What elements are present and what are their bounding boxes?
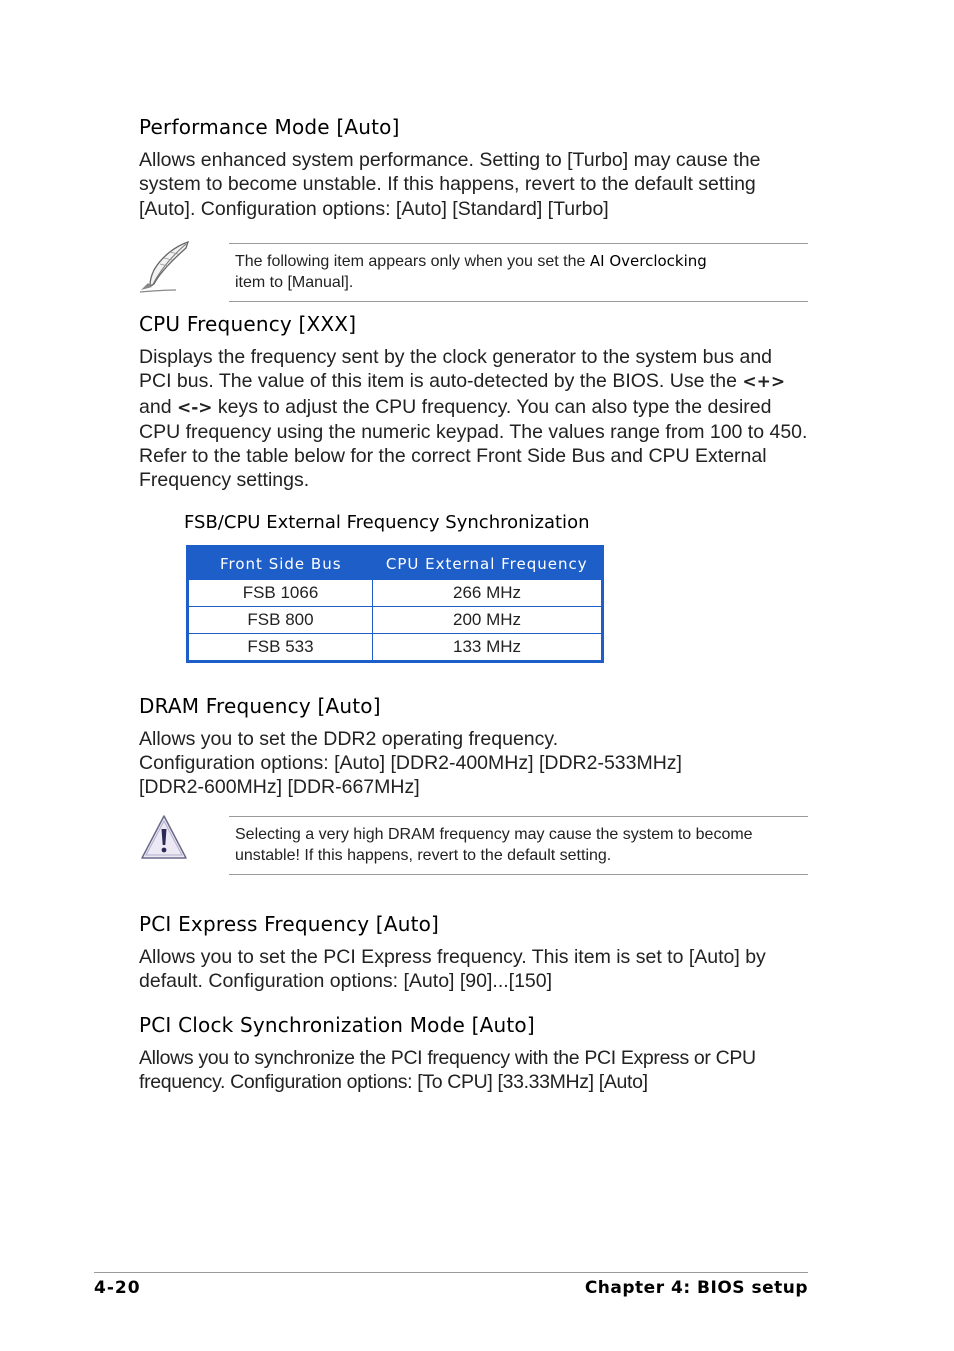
cpu-frequency-heading: CPU Frequency [XXX]	[139, 312, 357, 336]
note-text-before: The following item appears only when you set the	[235, 253, 590, 270]
fsb-table-title: FSB/CPU External Frequency Synchronization	[184, 512, 590, 533]
dram-frequency-line-2: Configuration options: [Auto] [DDR2-400MHz] [DDR2-533MHz] [DDR2-600MHz] [DDR-667MHz]	[139, 752, 682, 799]
overclocking-note	[229, 243, 808, 302]
dram-frequency-line-1: Allows you to set the DDR2 operating frequency.	[139, 728, 559, 750]
table-cell-fsb: FSB 1066	[188, 580, 373, 607]
chapter-label: Chapter 4: BIOS setup	[584, 1278, 808, 1298]
dram-frequency-heading: DRAM Frequency [Auto]	[139, 694, 381, 718]
cpu-frequency-text-3: keys to adjust the CPU frequency. You can also type the desired CPU frequency using the numeric keypad. The values range from 100 to 450. Refer to the table below for the correct Front Side Bus and CPU External Frequency settings.	[139, 395, 808, 492]
header-cpu-external-frequency: CPU External Frequency	[373, 547, 603, 580]
page-number: 4-20	[94, 1278, 141, 1298]
performance-mode-heading: Performance Mode [Auto]	[139, 115, 400, 139]
warning-text: Selecting a very high DRAM frequency may cause the system to become unstable! If this happens, revert to the default setting.	[235, 826, 753, 864]
feather-pen-icon	[138, 240, 194, 294]
pci-express-frequency-description: Allows you to set the PCI Express frequency. This item is set to [Auto] by default. Configuration options: [Auto] [90]...[150]	[139, 946, 766, 993]
note-text-after: item to [Manual].	[235, 274, 354, 291]
cpu-frequency-description	[139, 345, 809, 493]
cpu-frequency-text-2: and	[139, 395, 177, 418]
table-cell-cpu-freq: 133 MHz	[373, 634, 603, 662]
footer-divider	[94, 1272, 808, 1273]
cpu-frequency-text-1: Displays the frequency sent by the clock generator to the system bus and PCI bus. The value of this item is auto-detected by the BIOS. Use the	[139, 346, 773, 393]
fsb-frequency-table	[186, 545, 604, 663]
table-row	[188, 634, 603, 662]
table-cell-fsb: FSB 800	[188, 607, 373, 634]
pci-clock-sync-description: Allows you to synchronize the PCI frequency with the PCI Express or CPU frequency. Configuration options: [To CPU] [33.33MHz] [Auto]	[139, 1047, 756, 1094]
table-header-row	[188, 547, 603, 580]
table-cell-cpu-freq: 200 MHz	[373, 607, 603, 634]
key-minus: <->	[176, 397, 213, 418]
pci-express-frequency-heading: PCI Express Frequency [Auto]	[139, 912, 440, 936]
warning-exclamation-icon	[139, 813, 189, 861]
header-front-side-bus: Front Side Bus	[188, 547, 373, 580]
performance-mode-description: Allows enhanced system performance. Setting to [Turbo] may cause the system to become unstable. If this happens, revert to the default setting [Auto]. Configuration options: [Auto] [Standard] [Turbo]	[139, 149, 761, 220]
table-row	[188, 607, 603, 634]
table-row	[188, 580, 603, 607]
key-plus: <+>	[742, 372, 786, 393]
dram-warning-note	[229, 816, 808, 875]
note-emphasis: AI Overclocking	[589, 252, 707, 270]
table-cell-fsb: FSB 533	[188, 634, 373, 662]
table-cell-cpu-freq: 266 MHz	[373, 580, 603, 607]
pci-clock-sync-heading: PCI Clock Synchronization Mode [Auto]	[139, 1013, 535, 1037]
